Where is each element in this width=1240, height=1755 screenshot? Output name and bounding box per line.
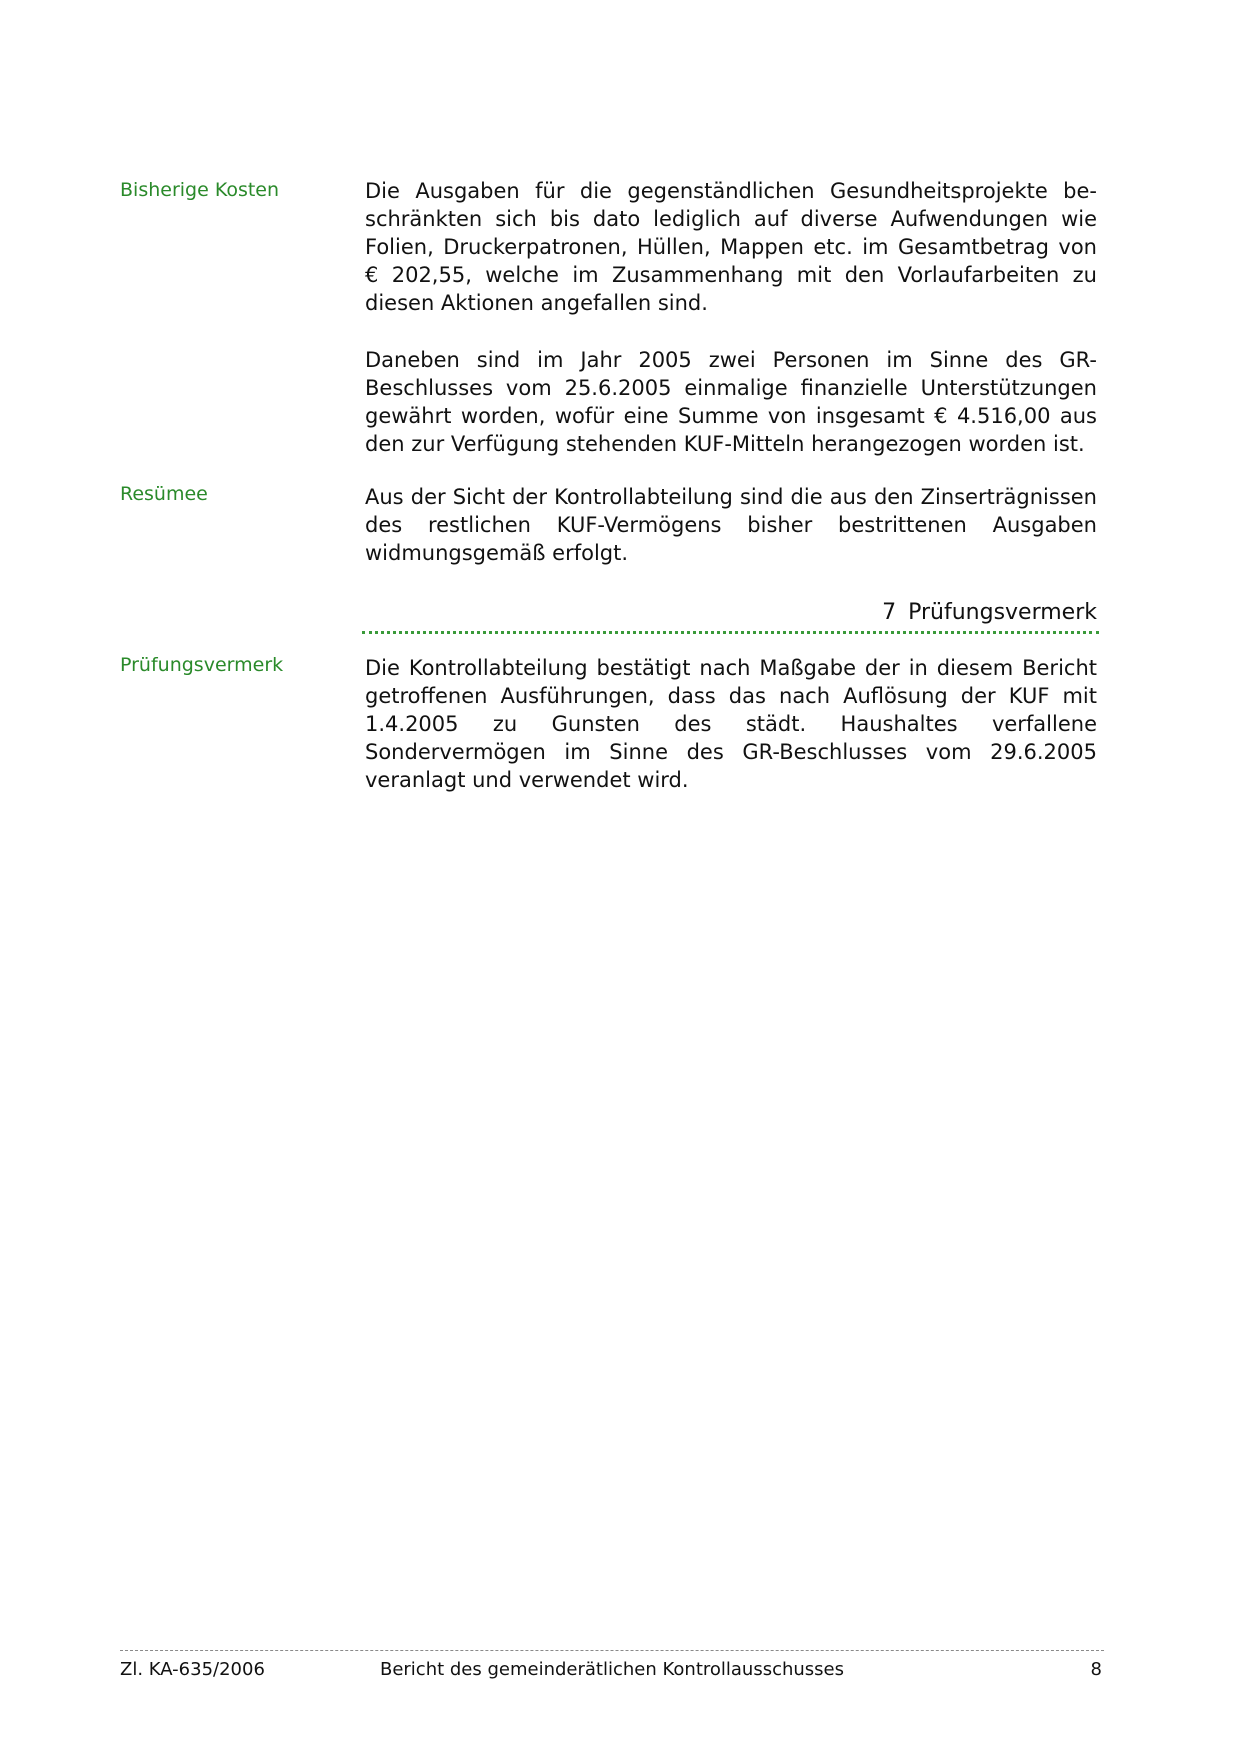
margin-label-pruefungsvermerk: Prüfungsvermerk [120,654,284,676]
section-number: 7 [882,600,897,625]
margin-label-resuemee: Resümee [120,483,208,505]
paragraph-resuemee: Aus der Sicht der Kontrollabteilung sind die aus den Zinserträgnissen des restlichen KUF-Vermögens bisher bestrittenen Ausgaben widmungsgemäß erfolgt. [365,485,1097,565]
footer-divider [120,1650,1104,1651]
section-title: Prüfungsvermerk [908,600,1097,625]
paragraph-pruefungsvermerk: Die Kontrollabteilung bestätigt nach Maßgabe der in diesem Bericht getroffenen Ausführungen, dass das nach Auflösung der KUF mit 1.4.2005 zu Gunsten des städt. Haushaltes verfallene Sondervermögen im Sinne des GR-Beschlusses vom 29.6.2005 veranlagt und verwendet wird. [365,656,1097,792]
section-divider [362,631,1099,634]
margin-label-bisherige-kosten: Bisherige Kosten [120,179,280,201]
page-number: 8 [1090,1659,1102,1680]
footer-reference: Zl. KA-635/2006 [120,1659,265,1680]
paragraph-kosten-2: Daneben sind im Jahr 2005 zwei Personen im Sinne des GR-Beschlusses vom 25.6.2005 einmalige finanzielle Unterstützungen gewährt worden, wofür eine Summe von insgesamt € 4.516,00 aus den zur Verfügung stehenden KUF-Mitteln herangezogen worden ist. [365,348,1097,456]
paragraph-kosten-1: Die Ausgaben für die gegenständlichen Gesundheitsprojekte be-schränkten sich bis dato lediglich auf diverse Aufwendungen wie Folien, Druckerpatronen, Hüllen, Mappen etc. im Gesamtbetrag von € 202,55, welche im Zusammenhang mit den Vorlaufarbeiten zu diesen Aktionen angefallen sind. [365,179,1097,315]
footer-title: Bericht des gemeinderätlichen Kontrollausschusses [379,1659,845,1680]
section-heading [365,598,1097,628]
